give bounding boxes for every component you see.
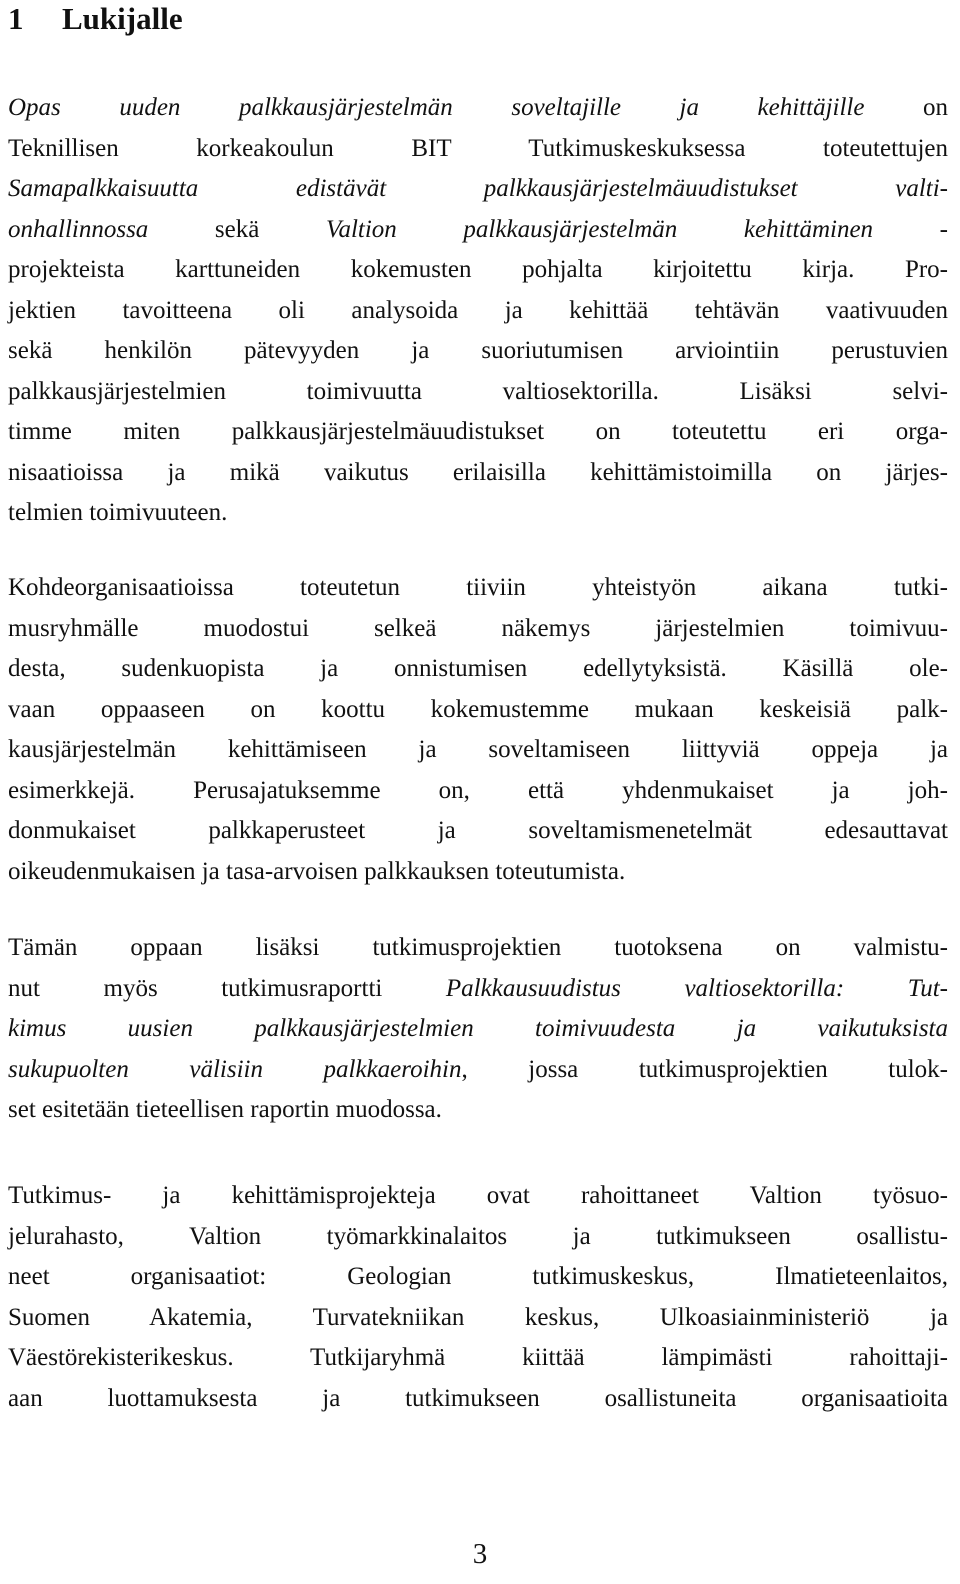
italic-text: Samapalkkaisuutta edistävät palkkausjärjestelmäuudistukset valti-	[8, 175, 948, 202]
text-line	[8, 1176, 948, 1217]
text-segment: Tämän oppaan lisäksi tutkimusprojektien tuotoksena on valmistu-	[8, 934, 948, 961]
text-line	[8, 568, 948, 609]
text-segment: nisaatioissa ja mikä vaikutus erilaisilla kehittämistoimilla on järjes-	[8, 458, 948, 486]
italic-text: Valtion palkkausjärjestelmän kehittäminen	[325, 215, 874, 243]
text-segment: Suomen Akatemia, Turvatekniikan keskus, Ulkoasiainministeriö ja	[8, 1303, 948, 1331]
text-segment: Teknillisen korkeakoulun BIT Tutkimuskeskuksessa toteutettujen	[8, 134, 948, 162]
text-segment: neet organisaatiot: Geologian tutkimuskeskus, Ilmatieteenlaitos,	[8, 1263, 948, 1290]
italic-text: sukupuolten välisiin palkkaeroihin	[8, 1055, 462, 1083]
text-line	[8, 928, 948, 969]
section-title: Lukijalle	[62, 1, 183, 36]
text-segment: Väestörekisterikeskus. Tutkijaryhmä kiittää lämpimästi rahoittaji-	[8, 1344, 948, 1371]
text-segment: -	[873, 215, 948, 243]
text-line	[8, 453, 948, 494]
text-line	[8, 1257, 948, 1298]
text-segment: oikeudenmukaisen ja tasa-arvoisen palkkauksen toteutumista.	[8, 857, 626, 885]
text-line	[8, 493, 948, 534]
text-segment: musryhmälle muodostui selkeä näkemys järjestelmien toimivuu-	[8, 614, 948, 642]
text-line	[8, 372, 948, 413]
italic-text: Opas uuden palkkausjärjestelmän soveltajille ja kehittäjille	[8, 94, 865, 121]
text-line	[8, 852, 948, 893]
text-segment: sekä henkilön pätevyyden ja suoriutumisen arviointiin perustuvien	[8, 337, 948, 364]
text-segment: Tutkimus- ja kehittämisprojekteja ovat rahoittaneet Valtion työsuo-	[8, 1182, 948, 1209]
section-heading	[8, 0, 183, 38]
paragraph-3	[8, 928, 948, 1131]
text-segment: sekä	[148, 215, 326, 243]
text-segment: projekteista karttuneiden kokemusten pohjalta kirjoitettu kirja. Pro-	[8, 256, 948, 283]
text-segment: jektien tavoitteena oli analysoida ja kehittää tehtävän vaativuuden	[8, 296, 948, 324]
text-segment: jelurahasto, Valtion työmarkkinalaitos ja tutkimukseen osallistu-	[8, 1222, 948, 1250]
paragraph-1	[8, 88, 948, 534]
text-line	[8, 811, 948, 852]
text-line	[8, 1298, 948, 1339]
text-line	[8, 690, 948, 731]
text-line	[8, 331, 948, 372]
section-number: 1	[8, 1, 24, 36]
text-line	[8, 88, 948, 129]
text-line	[8, 1090, 948, 1131]
text-line	[8, 210, 948, 251]
text-line	[8, 291, 948, 332]
text-line	[8, 1009, 948, 1050]
text-segment: esimerkkejä. Perusajatuksemme on, että yhdenmukaiset ja joh-	[8, 776, 948, 804]
text-segment: set esitetään tieteellisen raportin muodossa.	[8, 1096, 442, 1123]
text-line	[8, 169, 948, 210]
text-line	[8, 649, 948, 690]
text-line	[8, 1050, 948, 1091]
text-line	[8, 1338, 948, 1379]
text-line	[8, 250, 948, 291]
text-line	[8, 412, 948, 453]
text-line	[8, 609, 948, 650]
text-line	[8, 129, 948, 170]
text-segment: timme miten palkkausjärjestelmäuudistukset on toteutettu eri orga-	[8, 418, 948, 445]
text-segment: aan luottamuksesta ja tutkimukseen osallistuneita organisaatioita	[8, 1384, 948, 1412]
text-line	[8, 771, 948, 812]
page-number: 3	[472, 1538, 488, 1570]
text-segment: on	[864, 94, 948, 121]
italic-text: onhallinnossa	[8, 215, 149, 243]
text-segment: telmien toimivuuteen.	[8, 499, 228, 526]
italic-text: kimus uusien palkkausjärjestelmien toimivuudesta ja vaikutuksista	[8, 1015, 948, 1042]
text-line	[8, 1379, 948, 1420]
text-line	[8, 969, 948, 1010]
text-line	[8, 1217, 948, 1258]
text-segment: desta, sudenkuopista ja onnistumisen edellytyksistä. Käsillä ole-	[8, 655, 948, 682]
italic-text: Palkkausuudistus valtiosektorilla: Tut-	[445, 974, 949, 1002]
text-segment: , jossa tutkimusprojektien tulok-	[461, 1055, 948, 1083]
text-segment: Kohdeorganisaatioissa toteutetun tiiviin yhteistyön aikana tutki-	[8, 574, 948, 601]
paragraph-4	[8, 1176, 948, 1419]
text-segment: kausjärjestelmän kehittämiseen ja soveltamiseen liittyviä oppeja ja	[8, 736, 948, 763]
text-segment: nut myös tutkimusraportti	[8, 974, 446, 1002]
text-line	[8, 730, 948, 771]
text-segment: donmukaiset palkkaperusteet ja soveltamismenetelmät edesauttavat	[8, 817, 948, 844]
text-segment: palkkausjärjestelmien toimivuutta valtiosektorilla. Lisäksi selvi-	[8, 377, 948, 405]
paragraph-2	[8, 568, 948, 892]
text-segment: vaan oppaaseen on koottu kokemustemme mukaan keskeisiä palk-	[8, 695, 948, 723]
